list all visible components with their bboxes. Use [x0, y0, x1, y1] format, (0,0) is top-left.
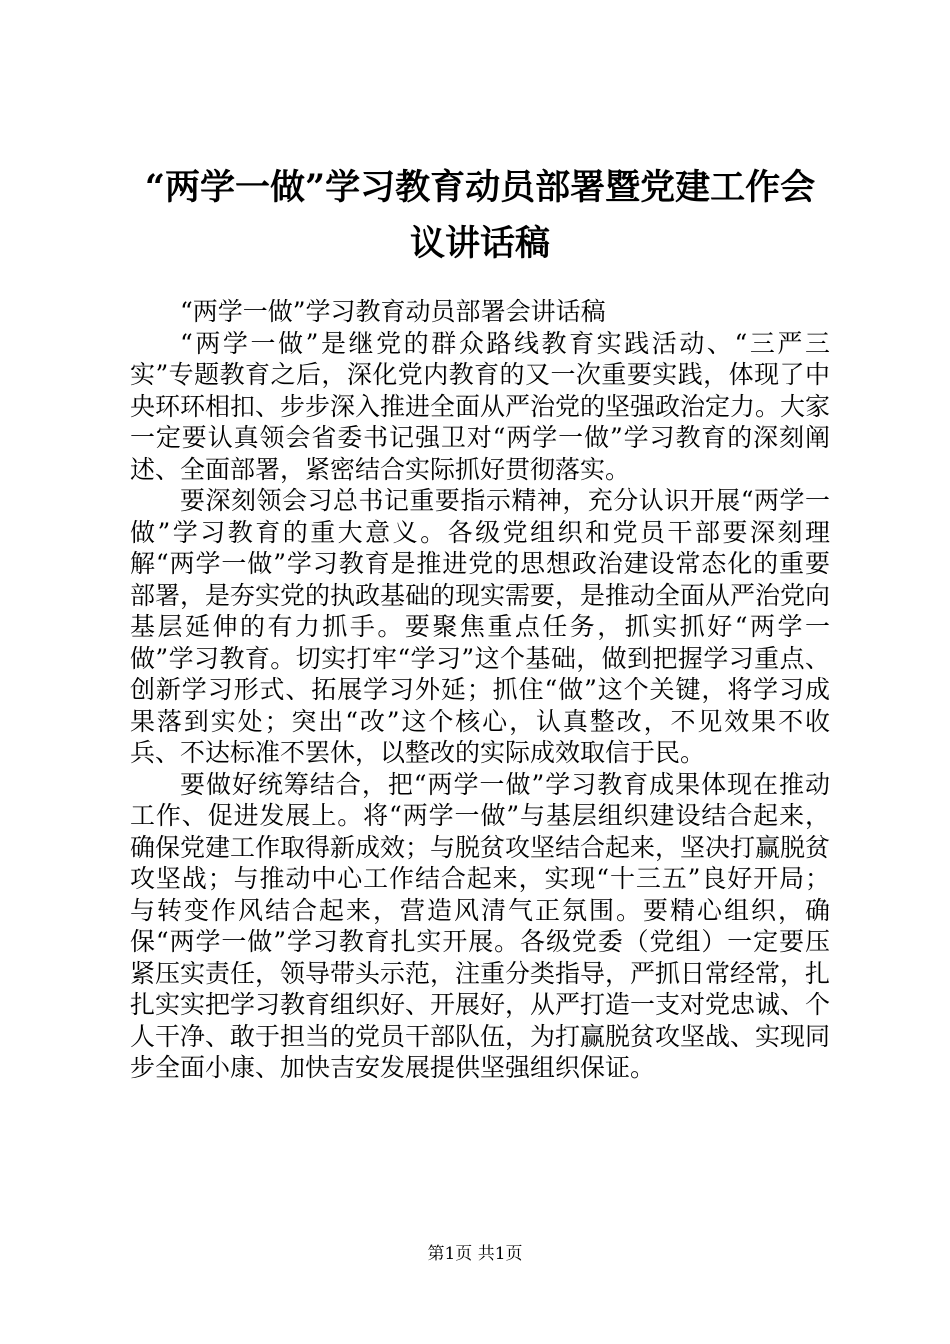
paragraph-3: 要做好统筹结合，把“两学一做”学习教育成果体现在推动工作、促进发展上。将“两学一做”与基层组织建设结合起来，确保党建工作取得新成效；与脱贫攻坚结合起来，坚决打赢脱贫攻坚战；与推动中心工作结合起来，实现“十三五”良好开局；与转变作风结合起来，营造风清气正氛围。要精心组织，确保“两学一做”学习教育扎实开展。各级党委（党组）一定要压紧压实责任，领导带头示范，注重分类指导，严抓日常经常，扎扎实实把学习教育组织好、开展好，从严打造一支对党忠诚、个人干净、敢于担当的党员干部队伍，为打赢脱贫攻坚战、实现同步全面小康、加快吉安发展提供坚强组织保证。 [130, 769, 831, 1082]
document-title: “两学一做”学习教育动员部署暨党建工作会议讲话稿 [144, 167, 816, 264]
paragraph-2: 要深刻领会习总书记重要指示精神，充分认识开展“两学一做”学习教育的重大意义。各级党组织和党员干部要深刻理解“两学一做”学习教育是推进党的思想政治建设常态化的重要部署，是夯实党的执政基础的现实需要，是推动全面从严治党向基层延伸的有力抓手。要聚焦重点任务，抓实抓好“两学一做”学习教育。切实打牢“学习”这个基础，做到把握学习重点、创新学习形式、拓展学习外延；抓住“做”这个关键，将学习成果落到实处；突出“改”这个核心，认真整改，不见效果不收兵、不达标准不罢休，以整改的实际成效取信于民。 [130, 486, 831, 767]
document-subtitle: “两学一做”学习教育动员部署会讲话稿 [180, 297, 606, 326]
page-footer: 第1页 共1页 [427, 1244, 523, 1264]
paragraph-1: “两学一做”是继党的群众路线教育实践活动、“三严三实”专题教育之后，深化党内教育的又一次重要实践，体现了中央环环相扣、步步深入推进全面从严治党的坚强政治定力。大家一定要认真领会省委书记强卫对“两学一做”学习教育的深刻阐述、全面部署，紧密结合实际抓好贯彻落实。 [130, 328, 831, 484]
document-body [130, 296, 830, 1084]
